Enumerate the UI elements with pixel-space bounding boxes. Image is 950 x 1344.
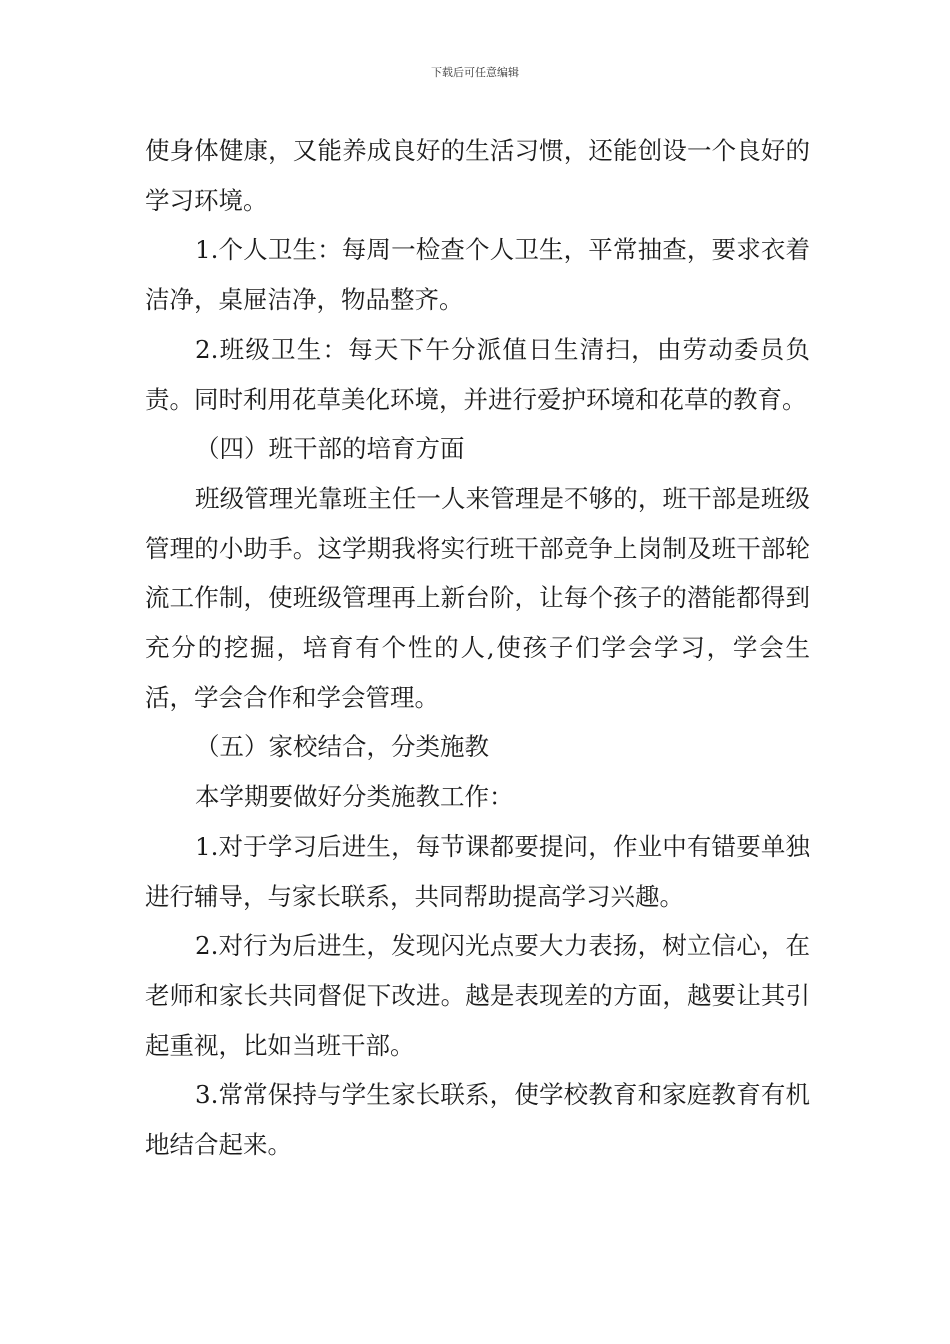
section-heading-class-cadre: （四）班干部的培育方面 — [195, 434, 465, 464]
paragraph-intro: 本学期要做好分类施教工作： — [195, 782, 514, 812]
paragraph-learning-laggards: 1.对于学习后进生，每节课都要提问，作业中有错要单独进行辅导，与家长联系，共同帮助提高学习兴趣。 — [145, 831, 810, 911]
paragraph-personal-hygiene: 1.个人卫生：每周一检查个人卫生，平常抽查，要求衣着洁净，桌屉洁净，物品整齐。 — [145, 235, 810, 315]
paragraph-continuation: 使身体健康，又能养成良好的生活习惯，还能创设一个良好的学习环境。 — [145, 136, 810, 215]
paragraph-behavior-laggards: 2.对行为后进生，发现闪光点要大力表扬，树立信心，在老师和家长共同督促下改进。越是表现差的方面，越要让其引起重视，比如当班干部。 — [145, 931, 810, 1060]
paragraph-class-cadre: 班级管理光靠班主任一人来管理是不够的，班干部是班级管理的小助手。这学期我将实行班干部竞争上岗制及班干部轮流工作制，使班级管理再上新台阶，让每个孩子的潜能都得到充分的挖掘，培育有个性的人,使孩子们学会学习，学会生活，学会合作和学会管理。 — [145, 483, 810, 712]
paragraph-class-hygiene: 2.班级卫生：每天下午分派值日生清扫，由劳动委员负责。同时利用花草美化环境，并进行爱护环境和花草的教育。 — [145, 334, 810, 414]
document-body — [145, 126, 810, 1170]
section-heading-home-school: （五）家校结合，分类施教 — [195, 732, 489, 762]
page-header-note: 下载后可任意编辑 — [431, 66, 519, 79]
paragraph-parent-contact: 3.常常保持与学生家长联系，使学校教育和家庭教育有机地结合起来。 — [145, 1080, 810, 1160]
